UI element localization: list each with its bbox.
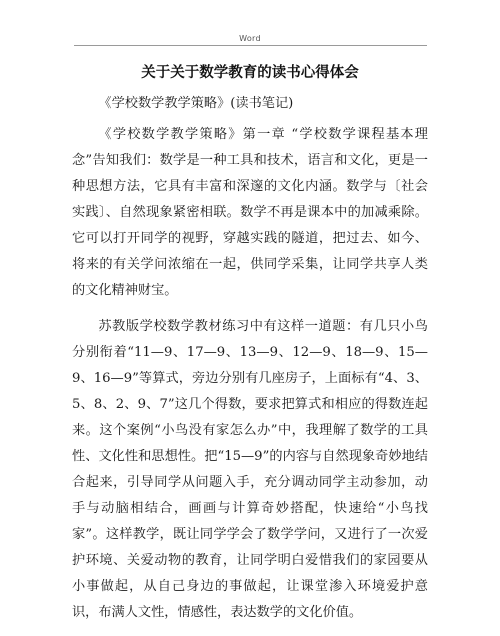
paragraph-1: 《学校数学教学策略》第一章 “学校数学课程基本理念”告知我们：数学是一种工具和技术，语言和文化，更是一种思想方法，它具有丰富和深邃的文化内涵。数学与〔社会实践〕、自然现象紧密相联。数学不再是课本中的加减乘除。它可以打开同学的视野，穿越实践的隧道，把过去、如今、将来的有关学问浓缩在一起，供同学采集，让同学共享人类的文化精神财宝。 [72, 127, 428, 298]
paragraph-2: 苏教版学校数学教材练习中有这样一道题：有几只小鸟分别衔着“11—9、17—9、13—9、12—9、18—9、15—9、16—9”等算式，旁边分别有几座房子，上面标有“4、3、5、8、2、9、7”这几个得数，要求把算式和相应的得数连起来。这个案例“小鸟没有家怎么办”中，我理解了数学的工具性、文化性和思想性。把“15—9”的内容与自然现象奇妙地结合起来，引导同学从问题入手，充分调动同学主动参加，动手与动脑相结合，画画与计算奇妙搭配，快速给“小鸟找家”。这样教学，既让同学学会了数学学问，又进行了一次爱护环境、关爱动物的教育，让同学明白爱惜我们的家园要从小事做起，从自己身边的事做起，让课堂渗入环境爱护意识，布满人文性，情感性，表达数学的文化价值。 [72, 319, 428, 620]
document-subtitle: 《学校数学教学策略》(读书笔记) [98, 96, 294, 111]
document-title: 关于关于数学教育的读书心得体会 [141, 65, 359, 81]
document-body [72, 62, 428, 636]
header-app-label: Word [239, 34, 261, 43]
page-header [0, 0, 500, 46]
header-divider [74, 45, 427, 46]
